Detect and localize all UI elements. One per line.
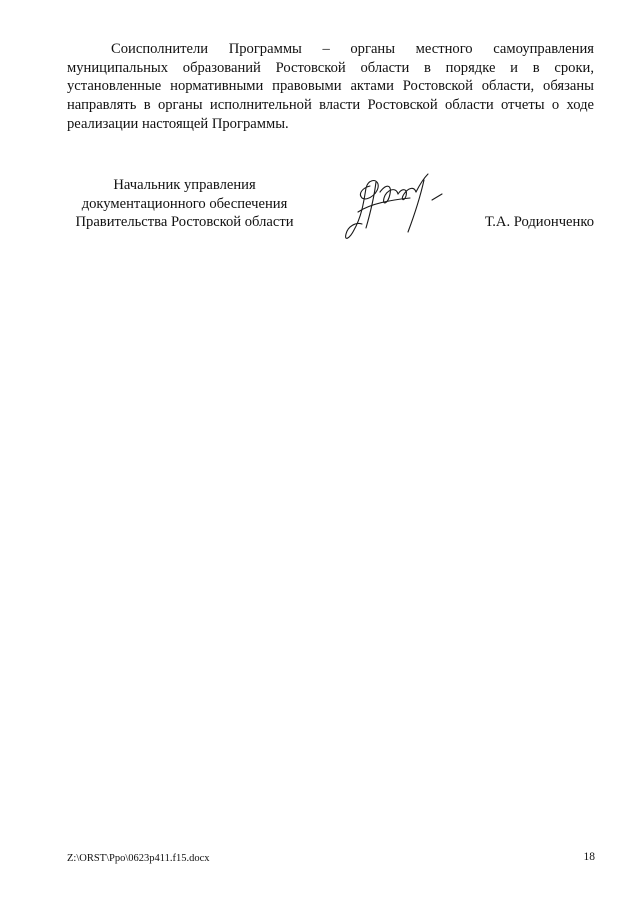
paragraph-line: муниципальных образований Ростовской области в порядке и в сроки,	[67, 59, 594, 76]
position-line: Правительства Ростовской области	[75, 214, 294, 231]
handwritten-signature-icon	[340, 170, 450, 250]
page-number: 18	[583, 851, 595, 863]
position-line: Начальник управления	[113, 177, 256, 193]
paragraph-line: направлять в органы исполнительной власти Ростовской области отчеты о ходе	[67, 97, 594, 114]
paragraph-line: Соисполнители Программы – органы местного самоуправления	[111, 41, 594, 57]
signer-name: Т.А. Родионченко	[484, 214, 594, 230]
signatory-position	[67, 176, 302, 232]
position-line: документационного обеспечения	[81, 195, 288, 212]
footer-file-path: Z:\ORST\Ppo\0623p411.f15.docx	[67, 853, 210, 864]
paragraph-line: установленные нормативными правовыми актами Ростовской области, обязаны	[67, 78, 594, 95]
paragraph-line: реализации настоящей Программы.	[67, 115, 289, 132]
body-paragraph	[67, 40, 594, 134]
